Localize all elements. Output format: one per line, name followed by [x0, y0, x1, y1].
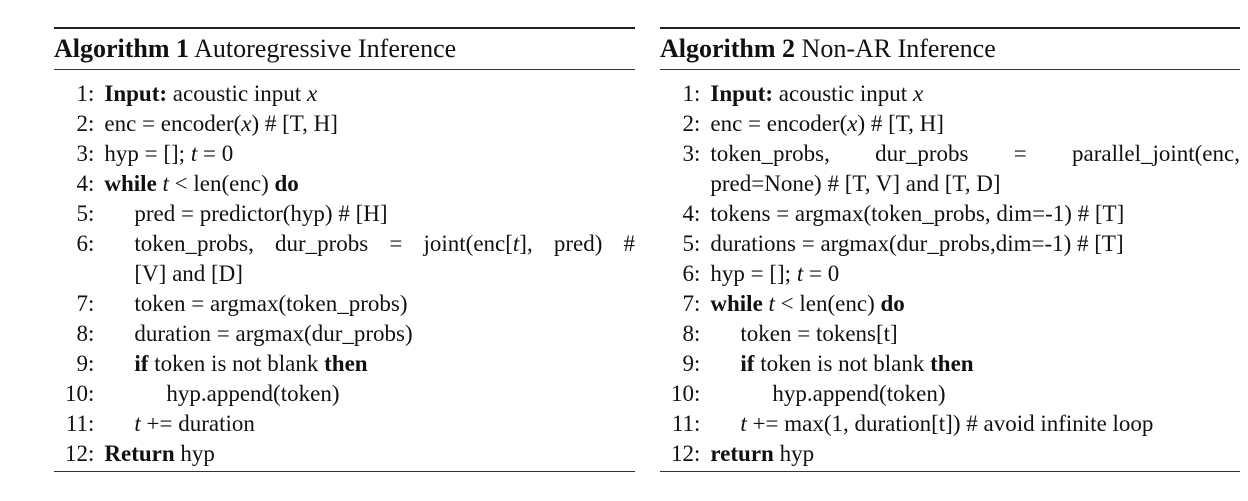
- line-text: pred=None) # [T, V] and [T, D]: [710, 171, 1001, 196]
- line-text: [94, 439, 635, 469]
- line-number: 11: [671, 411, 694, 436]
- bottom-rule: [54, 471, 635, 472]
- text: acoustic input: [773, 81, 913, 106]
- line-text: [700, 139, 1240, 169]
- line-text: [700, 289, 1240, 319]
- line-number: 8: [76, 321, 88, 346]
- algo-line: 3 : hyp = []; t = 0: [54, 139, 635, 169]
- algo-line: 9 : if token is not blank then: [54, 349, 635, 379]
- text: < len(enc): [774, 291, 881, 316]
- keyword: then: [930, 351, 974, 376]
- text: ],: [519, 231, 533, 256]
- line-text: [V] and [D]: [134, 261, 243, 286]
- text: token_probs,: [710, 141, 830, 166]
- line-text: [700, 349, 1240, 379]
- line-number: 11: [65, 411, 88, 436]
- line-number: 12: [671, 441, 694, 466]
- text: += duration: [140, 411, 255, 436]
- math-var: t: [740, 411, 747, 436]
- line-number: 4: [76, 171, 88, 196]
- text: hyp: [773, 441, 815, 466]
- keyword: if: [740, 351, 755, 376]
- text: enc = encoder(: [710, 111, 848, 136]
- line-text: [94, 169, 635, 199]
- algorithm-1-box: [54, 27, 635, 472]
- keyword: Input:: [710, 81, 774, 106]
- line-text: durations = argmax(dur_probs,dim=-1) # [T]: [710, 231, 1124, 256]
- line-text: [94, 139, 635, 169]
- line-number: 5: [76, 201, 88, 226]
- algorithm-title: Autoregressive Inference: [194, 34, 457, 63]
- line-number: 7: [682, 291, 694, 316]
- math-var: t: [134, 411, 141, 436]
- keyword: Input:: [104, 81, 168, 106]
- text: ) # [T, H]: [857, 111, 944, 136]
- text: token_probs,: [134, 231, 254, 256]
- line-number: 10: [65, 381, 88, 406]
- text: ) # [T, H]: [251, 111, 338, 136]
- line-number: 8: [682, 321, 694, 346]
- line-text: token = argmax(token_probs): [134, 291, 408, 316]
- algo-line: 1 : Input: acoustic input x: [660, 79, 1240, 109]
- text: =: [1013, 141, 1027, 166]
- keyword: return: [710, 441, 774, 466]
- line-text: duration = argmax(dur_probs): [134, 321, 413, 346]
- text: parallel_joint(enc,: [1072, 141, 1240, 166]
- math-var: x: [306, 81, 318, 106]
- algo-line: 11 : t += max(1, duration[t]) # avoid infinite loop: [660, 409, 1240, 439]
- text: enc = encoder(: [104, 111, 242, 136]
- line-number: 6: [76, 231, 88, 256]
- line-text: [94, 229, 635, 259]
- algorithm-caption: [54, 29, 635, 69]
- algo-line: 5 : durations = argmax(dur_probs,dim=-1) # [T]: [660, 229, 1240, 259]
- math-var: x: [847, 111, 858, 136]
- keyword: while: [104, 171, 157, 196]
- algo-line: 12 : Return hyp: [54, 439, 635, 469]
- line-number: 12: [65, 441, 88, 466]
- line-text: [94, 349, 635, 379]
- line-text: [700, 439, 1240, 469]
- algo-line: 11 : t += duration: [54, 409, 635, 439]
- line-number: 5: [682, 231, 694, 256]
- math-var: t: [768, 291, 775, 316]
- text: pred): [553, 231, 603, 256]
- line-number: 1: [682, 81, 694, 106]
- text: < len(enc): [168, 171, 275, 196]
- text: dur_probs: [875, 141, 969, 166]
- line-text: token = tokens[t]: [740, 321, 898, 346]
- line-number: 3: [76, 141, 88, 166]
- line-text: [700, 79, 1240, 109]
- algo-line: 4 : tokens = argmax(token_probs, dim=-1) # [T]: [660, 199, 1240, 229]
- line-number: 1: [76, 81, 88, 106]
- algo-line: 1 : Input: acoustic input x: [54, 79, 635, 109]
- algorithm-2-box: [660, 27, 1240, 472]
- text: token is not blank: [754, 351, 931, 376]
- bottom-rule: [660, 471, 1240, 472]
- algo-line: 9 : if token is not blank then: [660, 349, 1240, 379]
- keyword: if: [134, 351, 149, 376]
- text: = 0: [803, 261, 840, 286]
- keyword: then: [324, 351, 368, 376]
- line-number: 3: [682, 141, 694, 166]
- text: joint(enc[: [423, 231, 513, 256]
- algo-line-continuation: [660, 169, 1240, 199]
- algo-line: 8 : token = tokens[t]: [660, 319, 1240, 349]
- line-number: 4: [682, 201, 694, 226]
- line-number: 6: [682, 261, 694, 286]
- text: token is not blank: [148, 351, 325, 376]
- algo-line: 12 : return hyp: [660, 439, 1240, 469]
- algo-line: 6 : hyp = []; t = 0: [660, 259, 1240, 289]
- keyword: while: [710, 291, 763, 316]
- algo-line: 4 : while t < len(enc) do: [54, 169, 635, 199]
- algo-line: 6 : token_probs, dur_probs = joint(enc[t], pred) #: [54, 229, 635, 259]
- math-var: t: [190, 141, 198, 166]
- line-number: 10: [671, 381, 694, 406]
- line-text: [700, 409, 1240, 439]
- math-var: x: [912, 81, 924, 106]
- algo-line: 7 : while t < len(enc) do: [660, 289, 1240, 319]
- algo-line: 10 : hyp.append(token): [54, 379, 635, 409]
- algo-line-continuation: [54, 259, 635, 289]
- algorithm-body: [54, 70, 635, 471]
- text: hyp = [];: [104, 141, 191, 166]
- algorithm-label: Algorithm 2: [660, 34, 796, 63]
- line-number: 9: [76, 351, 88, 376]
- line-text: [94, 79, 635, 109]
- line-number: 2: [682, 111, 694, 136]
- line-number: 7: [76, 291, 88, 316]
- keyword: do: [274, 171, 299, 196]
- algo-line: 2 : enc = encoder(x) # [T, H]: [660, 109, 1240, 139]
- algorithm-label: Algorithm 1: [54, 34, 190, 63]
- text: = 0: [197, 141, 234, 166]
- line-text: [700, 259, 1240, 289]
- algo-line: 3 : token_probs, dur_probs = parallel_joint(enc,: [660, 139, 1240, 169]
- line-text: tokens = argmax(token_probs, dim=-1) # [T]: [710, 201, 1125, 226]
- keyword: do: [880, 291, 905, 316]
- math-var: x: [241, 111, 252, 136]
- line-number: 2: [76, 111, 88, 136]
- line-text: [94, 109, 635, 139]
- text: dur_probs: [274, 231, 369, 256]
- algorithm-caption: [660, 29, 1240, 69]
- line-text: [94, 409, 635, 439]
- text: += max(1, duration[t]) # avoid infinite loop: [746, 411, 1154, 436]
- line-text: hyp.append(token): [166, 381, 340, 406]
- algo-line: 5 : pred = predictor(hyp) # [H]: [54, 199, 635, 229]
- text: hyp: [174, 441, 215, 466]
- line-text: [700, 109, 1240, 139]
- algo-line: 10 : hyp.append(token): [660, 379, 1240, 409]
- keyword: Return: [104, 441, 175, 466]
- line-text: hyp.append(token): [772, 381, 946, 406]
- algorithm-title: Non-AR Inference: [801, 34, 996, 63]
- algo-line: 7 : token = argmax(token_probs): [54, 289, 635, 319]
- text: acoustic input: [167, 81, 307, 106]
- text: hyp = [];: [710, 261, 797, 286]
- text: =: [389, 231, 403, 256]
- line-number: 9: [682, 351, 694, 376]
- math-var: t: [512, 231, 520, 256]
- algo-line: 8 : duration = argmax(dur_probs): [54, 319, 635, 349]
- algorithm-body: [660, 70, 1240, 471]
- text: #: [623, 231, 635, 256]
- line-text: pred = predictor(hyp) # [H]: [134, 201, 388, 226]
- math-var: t: [162, 171, 169, 196]
- math-var: t: [796, 261, 804, 286]
- algo-line: 2 : enc = encoder(x) # [T, H]: [54, 109, 635, 139]
